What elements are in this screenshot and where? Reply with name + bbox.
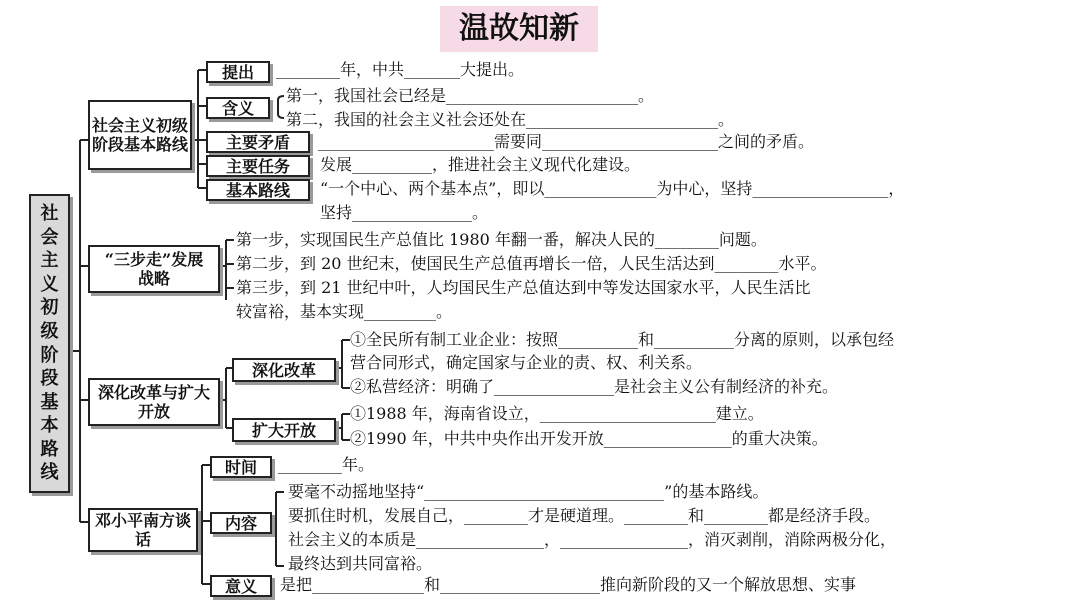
content-line-4: 最终达到共同富裕。 — [288, 554, 433, 573]
page-title: 温故知新 — [440, 6, 598, 52]
leaf-time — [210, 456, 272, 478]
leaf-label: 内容 — [224, 513, 257, 533]
main-task-text: 发展__________，推进社会主义现代化建设。 — [320, 155, 641, 174]
branch3-connector — [218, 368, 232, 428]
hanyi-line-1: 第一，我国社会已经是________________________。 — [286, 86, 655, 105]
shenhua-bracket — [334, 340, 350, 388]
hanyi-bracket — [278, 96, 284, 118]
step-1-text: 第一步，实现国民生产总值比 1980 年翻一番，解决人民的________问题。 — [236, 230, 767, 249]
leaf-label: 时间 — [224, 457, 257, 477]
leaf-main-contradiction — [206, 131, 310, 153]
branch-basic-line-label: 社会主义初级阶段基本路线 — [92, 116, 189, 154]
root-node — [29, 194, 70, 493]
content-line-2: 要抓住时机，发展自己，________才是硬道理。________和________都是经济手段。 — [288, 506, 881, 525]
branch-basic-line — [88, 100, 192, 170]
root-connector — [68, 140, 88, 522]
branch-reform-opening-label: 深化改革与扩大开放 — [98, 383, 211, 421]
branch-south-talk-label: 邓小平南方谈话 — [95, 511, 192, 549]
step-2-text: 第二步，到 20 世纪末，使国民生产总值再增长一倍，人民生活达到________水平。 — [236, 254, 827, 273]
basic-line-text-2: 坚持_______________。 — [320, 203, 489, 222]
step-3-text: 第三步，到 21 世纪中叶，人均国民生产总值达到中等发达国家水平，人民生活比 — [236, 278, 811, 297]
branch4-connector — [196, 465, 210, 584]
neirong-bracket — [270, 492, 284, 566]
leaf-label: 扩大开放 — [251, 420, 316, 440]
reform-line-2: 营合同形式，确定国家与企业的责、权、利关系。 — [350, 353, 703, 372]
branch-south-talk — [88, 508, 198, 552]
leaf-label: 深化改革 — [251, 360, 316, 380]
leaf-basic-line — [206, 179, 310, 201]
leaf-label: 提出 — [221, 62, 254, 82]
hanyi-line-2: 第二，我国的社会主义社会还处在________________________。 — [286, 110, 735, 129]
kuoda-bracket — [334, 414, 350, 440]
branch-reform-opening — [88, 378, 220, 426]
leaf-main-task — [206, 155, 310, 177]
basic-line-text-1: “一个中心、两个基本点”，即以______________为中心，坚持_________________， — [320, 179, 905, 198]
content-line-1: 要毫不动摇地坚持“______________________________”的基本路线。 — [288, 482, 769, 501]
leaf-significance — [210, 575, 272, 597]
leaf-label: 基本路线 — [225, 180, 290, 200]
branch-three-steps-label: “三步走”发展战略 — [104, 250, 204, 288]
branch1-connector — [190, 70, 206, 188]
reform-line-1: ①全民所有制工业企业：按照__________和__________分离的原则，以承包经 — [350, 330, 895, 349]
content-line-3: 社会主义的本质是________________，________________，消灭剥削，消除两极分化， — [288, 530, 897, 549]
branch2-bracket — [218, 240, 234, 300]
leaf-expand-opening — [232, 418, 336, 442]
reform-line-3: ②私营经济：明确了_______________是社会主义公有制经济的补充。 — [350, 377, 839, 396]
leaf-label: 含义 — [221, 98, 254, 118]
leaf-hanyi — [206, 97, 270, 119]
step-3-text-cont: 较富裕，基本实现_________。 — [236, 302, 453, 321]
opening-line-2: ②1990 年，中共中央作出开发开放________________的重大决策。 — [350, 429, 828, 448]
tichu-text: ________年，中共_______大提出。 — [276, 60, 525, 79]
branch-three-steps — [88, 245, 220, 293]
time-text: ________年。 — [278, 455, 375, 474]
significance-text: 是把______________和____________________推向新阶段的又一个解放思想、实事 — [280, 575, 857, 594]
contradiction-text: ______________________需要同______________________之间的矛盾。 — [318, 132, 815, 151]
leaf-label: 主要矛盾 — [225, 132, 290, 152]
leaf-label: 意义 — [224, 576, 257, 596]
leaf-tichu — [206, 61, 270, 83]
opening-line-1: ①1988 年，海南省设立，______________________建立。 — [350, 404, 764, 423]
leaf-label: 主要任务 — [225, 156, 290, 176]
leaf-content — [210, 512, 272, 534]
root-label: 社会主义初级阶段基本路线 — [40, 202, 59, 484]
leaf-deepen-reform — [232, 358, 336, 382]
